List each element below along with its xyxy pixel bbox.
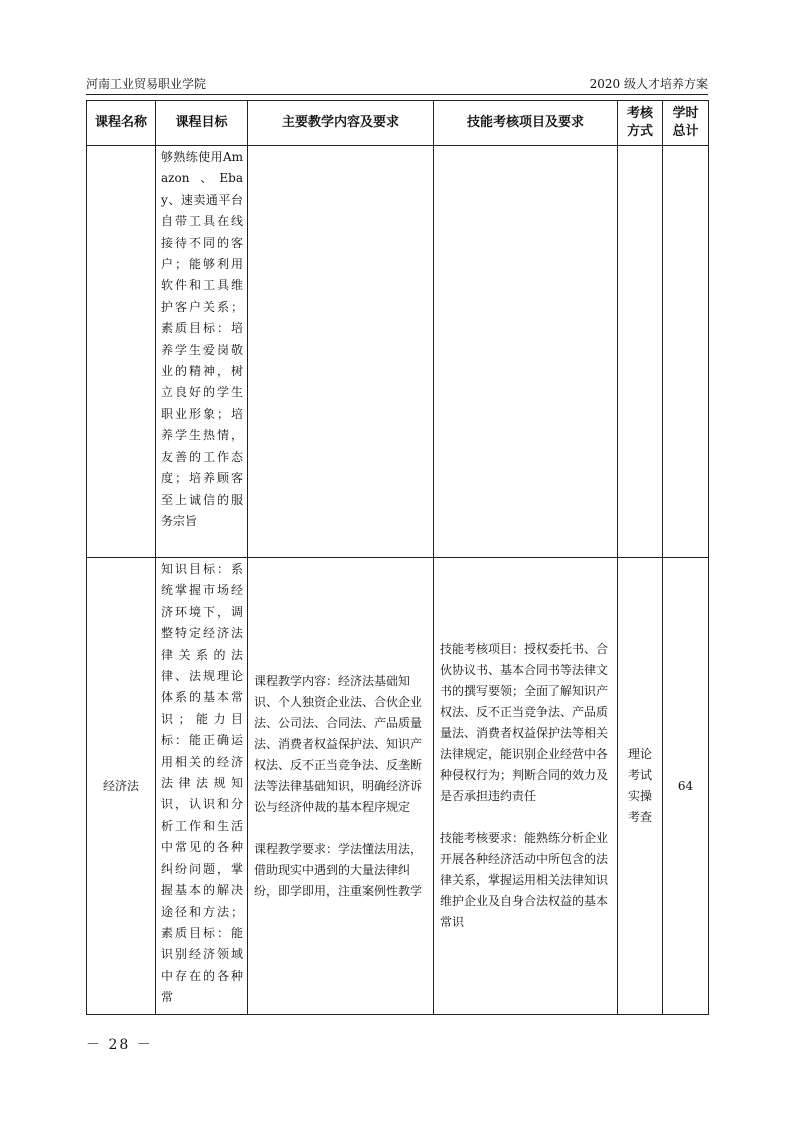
table-row [87,558,709,1015]
total-hours-cell: 64 [663,558,709,1015]
skill-assessment-cell [434,146,618,558]
col-header-skill-assessment: 技能考核项目及要求 [434,101,618,146]
skill-requirement-text: 技能考核要求：能熟练分析企业开展各种经济活动中所包含的法律关系，掌握运用相关法律知识维护企业及自身合法权益的基本常识 [440,831,609,929]
teaching-content-text: 课程教学内容：经济法基础知识、个人独资企业法、合伙企业法、公司法、合同法、产品质量法、消费者权益保护法、知识产权法、反不正当竞争法、反垄断法等法律基础知识，明确经济诉讼与经济仲裁的基本程序规定 [254,673,423,814]
school-name: 河南工业贸易职业学院 [86,77,207,91]
skill-items-text: 技能考核项目：授权委托书、合伙协议书、基本合同书等法律文书的撰写要领；全面了解知识产权法、反不正当竞争法、产品质量法、消费者权益保护法等相关法律规定，能识别企业经营中各种侵权行为；判断合同的效力及是否承担违约责任 [440,642,609,803]
course-name-cell [87,146,156,558]
col-header-course-objective: 课程目标 [156,101,248,146]
total-hours-cell [663,146,709,558]
assessment-method-cell [618,146,663,558]
page-header [86,74,708,95]
col-header-teaching-content: 主要教学内容及要求 [248,101,434,146]
assessment-method-cell [618,558,663,1015]
page-number: － 28 － [86,1037,153,1053]
program-title: 2020 级人才培养方案 [589,77,708,91]
teaching-requirement-text: 课程教学要求：学法懂法用法，借助现实中遇到的大量法律纠纷，即学即用，注重案例性教学 [254,841,423,898]
table-row [87,146,709,558]
col-header-total-hours: 学时总计 [663,101,709,146]
skill-assessment-cell [434,558,618,1015]
teaching-content-cell [248,146,434,558]
table-header-row [87,101,709,146]
assessment-method-text: 理论考试实操考查 [627,747,652,824]
course-objective-cell: 知识目标：系统掌握市场经济环境下，调整特定经济法律关系的法律、法规理论体系的基本常识；能力目标：能正确运用相关的经济法律法规知识，认识和分析工作和生活中常见的各种纠纷问题，掌握基本的解决途径和方法；素质目标：能识别经济领域中存在的各种常 [156,558,248,1015]
curriculum-table [86,100,709,1015]
teaching-content-cell [248,558,434,1015]
course-objective-cell: 够熟练使用Amazon 、Ebay、速卖通平台自带工具在线接待不同的客户；能够利用软件和工具维护客户关系；素质目标：培养学生爱岗敬业的精神，树立良好的学生职业形象；培养学生热情，友善的工作态度；培养顾客至上诚信的服务宗旨 [156,146,248,558]
course-name-cell: 经济法 [87,558,156,1015]
col-header-course-name: 课程名称 [87,101,156,146]
col-header-assessment-method: 考核方式 [618,101,663,146]
